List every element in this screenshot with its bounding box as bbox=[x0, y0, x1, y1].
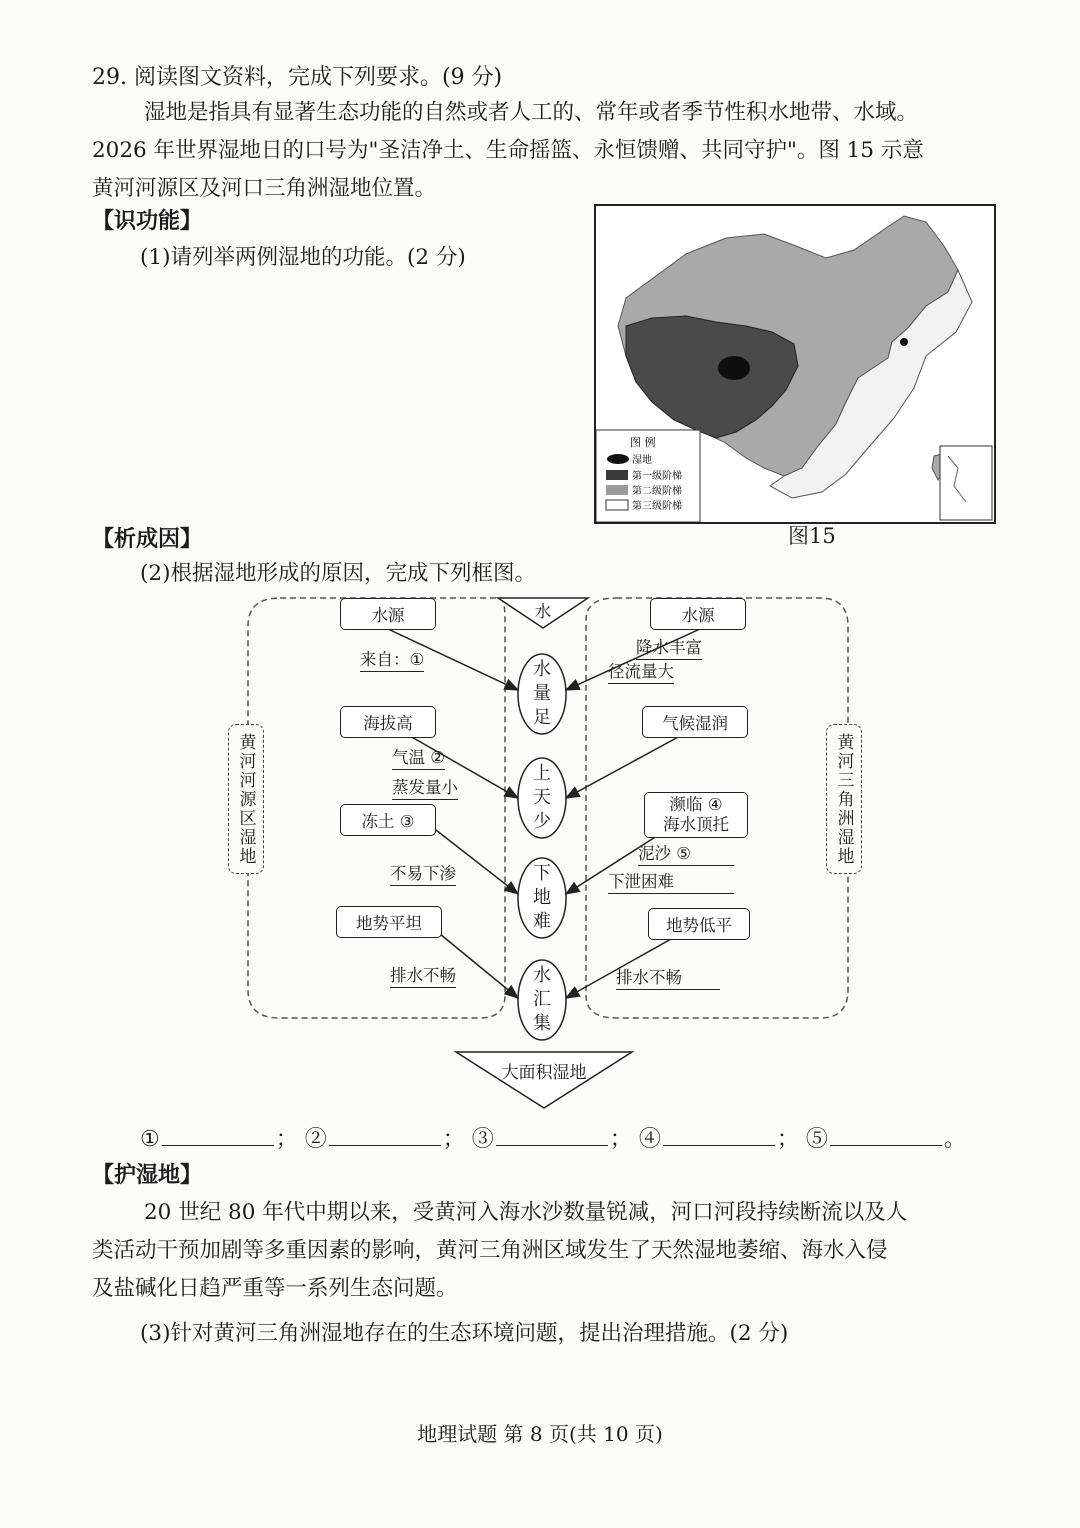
left-label-poor-drainage: 排水不畅 bbox=[390, 966, 456, 988]
question-2: (2)根据湿地形成的原因，完成下列框图。 bbox=[140, 561, 536, 586]
legend-label-first-step: 第一级阶梯 bbox=[632, 471, 682, 482]
map-inset-frame bbox=[940, 446, 992, 520]
figure-caption: 图15 bbox=[788, 524, 836, 548]
answer-sep-3: ； bbox=[609, 1127, 632, 1152]
answer-sep-4: ； bbox=[776, 1127, 799, 1152]
question-title: 29. 阅读图文资料，完成下列要求。(9 分) bbox=[92, 65, 503, 90]
protect-line-2: 类活动干预加剧等多重因素的影响，黄河三角洲区域发生了天然湿地萎缩、海水入侵 bbox=[92, 1238, 888, 1263]
answer-sep-1: ； bbox=[275, 1127, 298, 1152]
legend-title: 图 例 bbox=[630, 436, 656, 449]
right-label-hard-discharge: 下泄困难 bbox=[608, 872, 734, 894]
left-label-no-infiltration: 不易下渗 bbox=[390, 864, 456, 886]
legend-swatch-third-step bbox=[606, 500, 628, 510]
right-box-low-terrain: 地势低平 bbox=[648, 908, 750, 940]
map-wetland-delta bbox=[900, 338, 908, 346]
legend-label-third-step: 第三级阶梯 bbox=[632, 501, 682, 512]
left-label-temperature: 气温 ② bbox=[392, 748, 445, 770]
legend-swatch-first-step bbox=[606, 470, 628, 480]
legend-label-wetland: 湿地 bbox=[632, 455, 652, 466]
center-label-3: 下地难 bbox=[533, 863, 551, 932]
right-box-water-source: 水源 bbox=[650, 598, 746, 630]
center-label-4: 水汇集 bbox=[533, 965, 551, 1034]
answer-num-1: ① bbox=[140, 1127, 160, 1152]
answer-num-2: ② bbox=[304, 1127, 327, 1152]
right-box-humid-climate: 气候湿润 bbox=[642, 706, 748, 738]
center-label-1: 水量足 bbox=[533, 659, 551, 728]
right-box-near-sea-line1: 濒临 ④ bbox=[669, 795, 723, 814]
section-heading-protect: 【护湿地】 bbox=[92, 1163, 203, 1188]
right-box-near-sea-line2: 海水顶托 bbox=[663, 815, 729, 834]
right-label-sediment: 泥沙 ⑤ bbox=[638, 844, 734, 866]
answer-blank-4[interactable] bbox=[663, 1123, 775, 1146]
intro-line-2: 2026 年世界湿地日的口号为"圣洁净土、生命摇篮、永恒馈赠、共同守护"。图 15 示意 bbox=[92, 138, 924, 163]
section-heading-cause: 【析成因】 bbox=[92, 527, 203, 552]
answer-num-4: ④ bbox=[638, 1127, 661, 1152]
answer-end: 。 bbox=[943, 1127, 966, 1152]
answer-num-5: ⑤ bbox=[805, 1127, 828, 1152]
protect-line-1: 20 世纪 80 年代中期以来，受黄河入海水沙数量锐减，河口河段持续断流以及人 bbox=[144, 1200, 908, 1225]
flowchart bbox=[235, 590, 860, 1110]
question-3: (3)针对黄河三角洲湿地存在的生态环境问题，提出治理措施。(2 分) bbox=[140, 1321, 789, 1346]
china-map-figure bbox=[594, 204, 996, 524]
left-box-permafrost: 冻土 ③ bbox=[340, 804, 436, 836]
china-map-svg bbox=[596, 206, 994, 522]
left-box-high-altitude: 海拔高 bbox=[340, 706, 436, 738]
protect-paragraph bbox=[92, 1194, 997, 1308]
left-group-label: 黄河河源区湿地 bbox=[228, 724, 264, 874]
bottom-arrow-label: 大面积湿地 bbox=[501, 1063, 587, 1083]
right-box-near-sea bbox=[644, 792, 748, 838]
answer-blank-5[interactable] bbox=[830, 1123, 942, 1146]
intro-line-1: 湿地是指具有显著生态功能的自然或者人工的、常年或者季节性积水地带、水域。 bbox=[144, 100, 919, 125]
left-box-water-source: 水源 bbox=[340, 598, 436, 630]
protect-line-3: 及盐碱化日趋严重等一系列生态问题。 bbox=[92, 1276, 458, 1301]
section-heading-function: 【识功能】 bbox=[92, 209, 203, 234]
answer-num-3: ③ bbox=[471, 1127, 494, 1152]
legend-swatch-wetland bbox=[607, 454, 629, 464]
left-label-from: 来自：① bbox=[360, 650, 424, 672]
map-wetland-source bbox=[718, 356, 750, 380]
question-1: (1)请列举两例湿地的功能。(2 分) bbox=[140, 245, 466, 270]
answer-blank-3[interactable] bbox=[496, 1123, 608, 1146]
right-label-rich-rain: 降水丰富 bbox=[636, 638, 702, 660]
answer-blank-1[interactable] bbox=[162, 1123, 274, 1146]
right-label-large-runoff: 径流量大 bbox=[608, 662, 674, 684]
legend-label-second-step: 第二级阶梯 bbox=[632, 486, 682, 497]
answer-blank-2[interactable] bbox=[329, 1123, 441, 1146]
answer-blanks-row bbox=[140, 1122, 966, 1153]
right-label-poor-drainage: 排水不畅 bbox=[616, 968, 720, 990]
left-box-flat-terrain: 地势平坦 bbox=[336, 906, 442, 938]
left-label-low-evaporation: 蒸发量小 bbox=[392, 778, 458, 800]
center-label-2: 上天少 bbox=[533, 763, 551, 832]
page-footer: 地理试题 第 8 页(共 10 页) bbox=[417, 1422, 663, 1446]
top-arrow-label: 水 bbox=[534, 602, 552, 621]
right-group-label: 黄河三角洲湿地 bbox=[826, 724, 862, 874]
intro-line-3: 黄河河源区及河口三角洲湿地位置。 bbox=[92, 176, 437, 201]
answer-sep-2: ； bbox=[442, 1127, 465, 1152]
legend-swatch-second-step bbox=[606, 485, 628, 495]
intro-paragraph bbox=[92, 94, 997, 208]
